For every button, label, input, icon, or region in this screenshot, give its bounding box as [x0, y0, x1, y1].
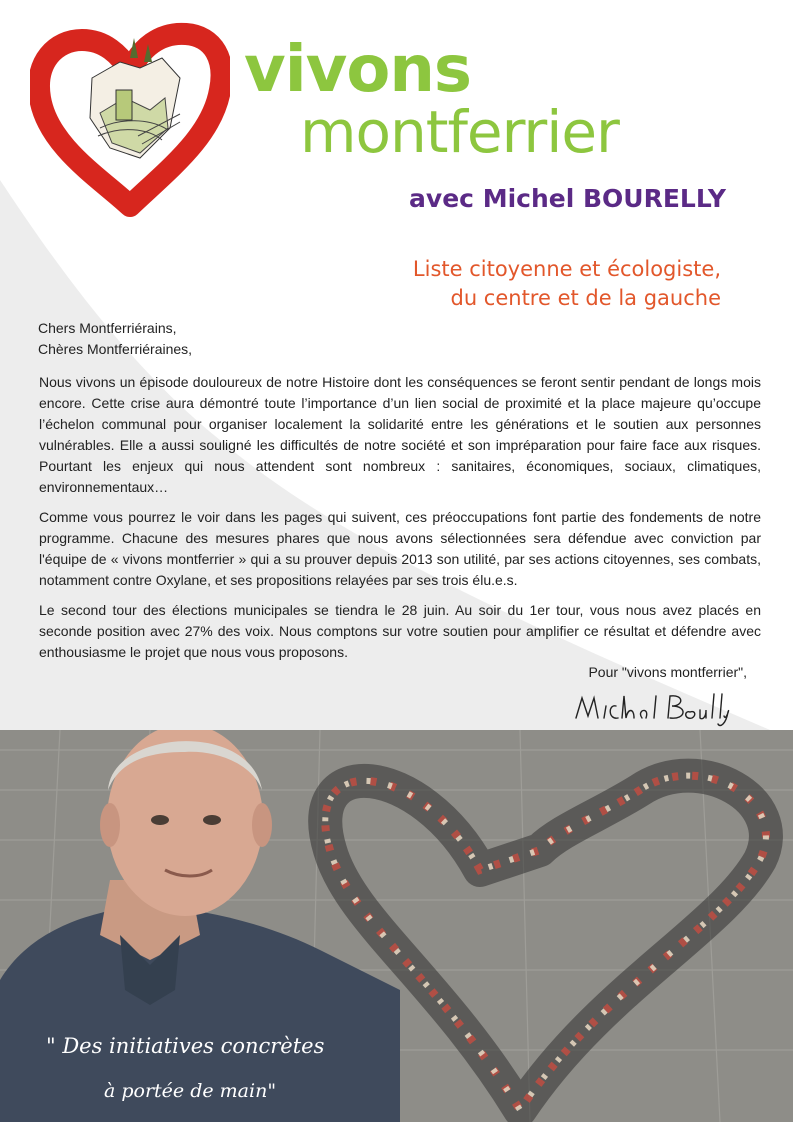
- letter-body: [39, 372, 761, 672]
- campaign-photo: [0, 730, 793, 1122]
- greeting-line1: Chers Montferriérains,: [38, 320, 177, 336]
- brand-name-line2: montferrier: [300, 98, 619, 166]
- brand-subtitle: avec Michel BOURELLY: [409, 184, 726, 213]
- tagline-line2: du centre et de la gauche: [450, 286, 721, 310]
- letter-paragraph-2: Comme vous pourrez le voir dans les pages qui suivent, ces préoccupations font partie des fondements de notre programme. Chacune des mesures phares que nous avons sélectionnées sera défendue avec conviction par l'équipe de « vivons montferrier » qui a su prouver depuis 2013 son utilité, par ses actions citoyennes, ses combats, notamment contre Oxylane, et ses propositions relayées par ses trois élu.e.s.: [39, 509, 761, 588]
- tagline: [413, 255, 721, 313]
- handwritten-signature: [572, 688, 732, 728]
- sign-off: Pour "vivons montferrier",: [588, 664, 747, 680]
- quote-line1: " Des initiatives concrètes: [46, 1034, 325, 1058]
- heart-logo-icon: [30, 18, 230, 218]
- tagline-line1: Liste citoyenne et écologiste,: [412, 257, 721, 281]
- greeting: [38, 318, 192, 360]
- brand-name-line1: vivons: [244, 33, 471, 107]
- quote-line2: à portée de main": [104, 1080, 277, 1102]
- greeting-line2: Chères Montferriéraines,: [38, 341, 193, 357]
- letter-paragraph-3: Le second tour des élections municipales se tiendra le 28 juin. Au soir du 1er tour, vous nous avez placés en seconde position avec 27% des voix. Nous comptons sur votre soutien pour amplifier ce résultat et défendre avec enthousiasme le projet que nous vous proposons.: [39, 602, 761, 660]
- letter-paragraph-1: Nous vivons un épisode douloureux de notre Histoire dont les conséquences se feront sentir pendant de longs mois encore. Cette crise aura démontré toute l’importance d’un lien social de proximité et la place majeure qu’occupe l’échelon communal pour organiser localement la solidarité entre les générations et le soutien aux personnes vulnérables. Elle a aussi souligné les difficultés de notre société et son impréparation pour faire face aux risques. Pourtant les enjeux qui nous attendent sont nombreux : sanitaires, économiques, sociaux, climatiques, environnementaux…: [39, 374, 761, 495]
